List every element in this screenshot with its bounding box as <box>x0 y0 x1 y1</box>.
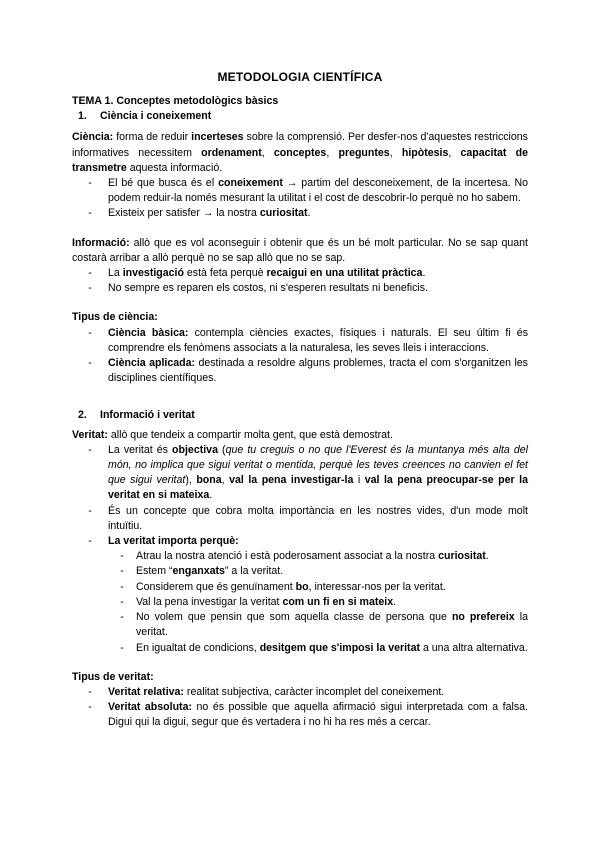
list-item: - El bé que busca és el coneixement → partim del desconeixement, de la incertesa. No podem reduir-la només mesurant la utilitat i el cost de descobrir-lo perquè no ho sabem. <box>88 177 528 205</box>
veritat-paragraph: Veritat: allò que tendeix a compartir molta gent, que està demostrat. <box>72 428 393 441</box>
list-item: - Ciència bàsica: contempla ciències exactes, físiques i naturals. El seu últim fi és comprendre els fenòmens associats a la naturalesa, les seves lleis i interaccions. <box>88 326 528 354</box>
list-item: - Considerem que és genuïnament bo, interessar-nos per la veritat. <box>120 580 446 593</box>
list-item: - És un concepte que cobra molta importància en les nostres vides, d'un mode molt intuïtiu. <box>88 504 528 532</box>
ciencia-paragraph: Ciència: forma de reduir incerteses sobre la comprensió. Per desfer-nos d'aquestes restriccions informatives necessitem ordenament, conceptes, preguntes, hipòtesis, capacitat de transmetre aquesta informació. <box>72 131 529 174</box>
veritat-reasons-list <box>108 549 528 655</box>
list-item: - La investigació està feta perquè recaigui en una utilitat pràctica. <box>88 267 426 280</box>
list-item: - Existeix per satisfer → la nostra curiositat. <box>88 207 311 220</box>
informacio-term: Informació: <box>72 236 130 249</box>
topic-heading: TEMA 1. Conceptes metodològics bàsics <box>72 95 279 107</box>
veritat-term: Veritat: <box>72 428 108 441</box>
section-2-number: 2. <box>78 409 87 422</box>
section-2-title: Informació i veritat <box>100 409 195 422</box>
list-item: - En igualtat de condicions, desitgem que s'imposi la veritat a una altra alternativa. <box>120 641 528 654</box>
tipus-veritat-heading: Tipus de veritat: <box>72 670 154 683</box>
list-item: - Veritat relativa: realitat subjectiva, caràcter incomplet del coneixement. <box>88 685 445 698</box>
document-content <box>72 70 528 731</box>
section-1-title: Ciència i coneixement <box>100 110 212 123</box>
list-item: - La veritat és objectiva (que tu creguis o no que l'Everest és la muntanya més alta del món, no implica que sigui veritat o mentida, perquè les teves creences no canvien el fet que sigui veritat), bona, val la pena investigar-la i val la pena preocupar-se per la veritat en si mateixa. <box>88 443 528 502</box>
informacio-paragraph: Informació: allò que es vol aconseguir i obtenir que és un bé molt particular. No se sap quant costarà arribar a allò perquè no se sap allò que no se sap. <box>72 236 528 264</box>
list-item: - Veritat absoluta: no és possible que aquella afirmació sigui interpretada com a falsa. Digui qui la digui, segur que és vertadera i no hi ha res més a cercar. <box>88 701 528 729</box>
tipus-ciencia-heading: Tipus de ciència: <box>72 311 158 324</box>
section-1-heading <box>72 109 528 124</box>
document-title: METODOLOGIA CIENTÍFICA <box>217 70 383 84</box>
ciencia-bullet-list <box>72 176 528 222</box>
ciencia-term: Ciència: <box>72 131 114 144</box>
list-item: - Val la pena investigar la veritat com un fi en si mateix. <box>120 595 397 608</box>
section-1-number: 1. <box>78 110 87 123</box>
tipus-veritat-list <box>72 685 528 731</box>
informacio-bullet-list <box>72 266 528 296</box>
list-item: - No sempre es reparen els costos, ni s'esperen resultats ni beneficis. <box>88 282 428 295</box>
list-item: - La veritat importa perquè: <box>88 535 239 548</box>
list-item: - Ciència aplicada: destinada a resoldre alguns problemes, tracta el com s'organitzen les disciplines científiques. <box>88 357 528 385</box>
list-item: - Atrau la nostra atenció i està poderosament associat a la nostra curiositat. <box>120 550 489 563</box>
list-item: - No volem que pensin que som aquella classe de persona que no prefereix la veritat. <box>120 611 529 639</box>
veritat-bullet-list <box>72 443 528 549</box>
section-2-heading <box>72 408 528 423</box>
tipus-ciencia-list <box>72 326 528 387</box>
list-item: - Estem “enganxats” a la veritat. <box>120 565 284 578</box>
